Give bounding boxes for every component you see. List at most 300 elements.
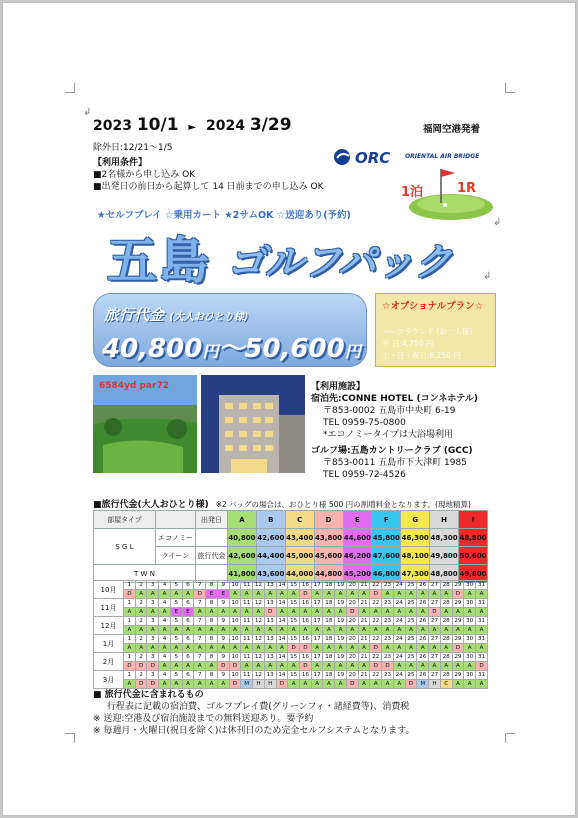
calendar-grade-cell: A xyxy=(417,626,429,635)
calendar-day-number: 12 xyxy=(253,599,265,608)
calendar-grade-cell: A xyxy=(429,590,441,599)
price-cell: 47,300 xyxy=(401,565,430,583)
calendar-day-number: 7 xyxy=(194,599,206,608)
calendar-grade-cell: A xyxy=(476,590,488,599)
calendar-grade-cell: A xyxy=(253,644,265,653)
calendar-day-number: 1 xyxy=(124,653,136,662)
calendar-day-number: 12 xyxy=(253,635,265,644)
calendar-day-number: 22 xyxy=(370,581,382,590)
calendar-grade-cell: A xyxy=(464,626,476,635)
calendar-grade-cell: A xyxy=(346,626,358,635)
optional-line: ハーフラウンド (お一人様) xyxy=(382,327,473,336)
calendar-grade-cell: H xyxy=(253,680,265,689)
calendar-day-number: 21 xyxy=(358,635,370,644)
page xyxy=(2,2,576,816)
calendar-day-number: 13 xyxy=(264,617,276,626)
calendar-month: 12月 xyxy=(94,617,124,635)
calendar-grade-cell: A xyxy=(335,662,347,671)
calendar-day-number: 6 xyxy=(182,599,194,608)
calendar-day-number: 1 xyxy=(124,581,136,590)
calendar-grade-cell: A xyxy=(335,590,347,599)
calendar-grade-cell: A xyxy=(382,608,394,617)
calendar-grade-cell: A xyxy=(264,590,276,599)
calendar-day-number: 27 xyxy=(429,599,441,608)
calendar-day-number: 17 xyxy=(311,653,323,662)
calendar-day-number: 28 xyxy=(440,671,452,680)
calendar-day-number: 28 xyxy=(440,599,452,608)
calendar-month: 11月 xyxy=(94,599,124,617)
calendar-grade-cell: A xyxy=(217,680,229,689)
calendar-grade-cell: A xyxy=(417,662,429,671)
calendar-grade-cell: A xyxy=(358,608,370,617)
calendar-day-number: 25 xyxy=(405,599,417,608)
calendar-day-number: 6 xyxy=(182,581,194,590)
grade-header: G xyxy=(401,511,430,529)
calendar-grade-cell: A xyxy=(124,608,136,617)
calendar-grade-cell: A xyxy=(358,680,370,689)
calendar-grade-cell: A xyxy=(311,680,323,689)
calendar-month: 3月 xyxy=(94,671,124,689)
course-caption: 6584yd par72 xyxy=(99,381,169,391)
calendar-day-row xyxy=(94,617,488,626)
calendar-table xyxy=(93,580,488,689)
calendar-day-number: 11 xyxy=(241,653,253,662)
price-cell: 42,600 xyxy=(256,529,285,547)
calendar-grade-cell: E xyxy=(206,590,218,599)
calendar-grade-cell: A xyxy=(124,626,136,635)
calendar-day-number: 26 xyxy=(417,581,429,590)
price-cell: 42,600 xyxy=(228,547,257,565)
calendar-grade-cell: A xyxy=(276,590,288,599)
calendar-grade-cell: A xyxy=(194,644,206,653)
optional-line: 土・日・祝日:6,250 円 xyxy=(382,351,461,360)
calendar-day-number: 23 xyxy=(382,671,394,680)
calendar-day-number: 25 xyxy=(405,635,417,644)
calendar-grade-cell: A xyxy=(217,608,229,617)
calendar-day-number: 9 xyxy=(217,671,229,680)
calendar-grade-cell: A xyxy=(335,680,347,689)
calendar-day-number: 23 xyxy=(382,581,394,590)
calendar-day-number: 2 xyxy=(135,581,147,590)
calendar-grade-cell: A xyxy=(300,626,312,635)
calendar-day-number: 4 xyxy=(159,617,171,626)
calendar-grade-cell: A xyxy=(241,590,253,599)
calendar-grade-cell: A xyxy=(159,590,171,599)
calendar-day-number: 31 xyxy=(476,581,488,590)
calendar-day-number: 30 xyxy=(464,581,476,590)
title-kanji: 五島 xyxy=(107,232,211,290)
calendar-grade-cell: A xyxy=(417,608,429,617)
calendar-grade-cell: A xyxy=(206,644,218,653)
price-section-note: ※2 バッグの場合は、おひとり様 500 円の割増料金となります。(現地精算) xyxy=(215,500,471,509)
condition-item: ■出発日の前日から起算して 14 日前までの申し込み OK xyxy=(93,182,324,192)
calendar-month: 2月 xyxy=(94,653,124,671)
calendar-day-number: 31 xyxy=(476,653,488,662)
calendar-grade-cell: D xyxy=(300,644,312,653)
calendar-day-number: 24 xyxy=(393,599,405,608)
grade-header: I xyxy=(459,511,488,529)
calendar-grade-cell: D xyxy=(147,680,159,689)
calendar-grade-cell: A xyxy=(170,626,182,635)
grade-header: H xyxy=(430,511,459,529)
price-cell: 46,300 xyxy=(401,529,430,547)
grade-header: D xyxy=(314,511,343,529)
calendar-day-number: 25 xyxy=(405,581,417,590)
calendar-day-number: 19 xyxy=(335,635,347,644)
calendar-day-number: 17 xyxy=(311,671,323,680)
calendar-day-number: 29 xyxy=(452,671,464,680)
calendar-day-number: 11 xyxy=(241,581,253,590)
calendar-day-number: 23 xyxy=(382,599,394,608)
calendar-grade-cell: A xyxy=(170,680,182,689)
calendar-grade-cell: A xyxy=(206,680,218,689)
calendar-grade-cell: A xyxy=(335,608,347,617)
calendar-grade-row xyxy=(94,608,488,617)
price-cell: 49,800 xyxy=(430,547,459,565)
hotel-name: 宿泊先:CONNE HOTEL (コンネホテル) xyxy=(311,394,479,404)
price-cell: 47,600 xyxy=(372,547,401,565)
calendar-grade-cell: A xyxy=(194,680,206,689)
calendar-grade-cell: A xyxy=(440,644,452,653)
calendar-grade-cell: A xyxy=(358,590,370,599)
calendar-grade-cell: A xyxy=(311,644,323,653)
excluded-dates: 除外日:12/21～1/5 xyxy=(93,143,173,153)
yen-unit: 円 xyxy=(344,342,361,361)
calendar-day-number: 25 xyxy=(405,653,417,662)
calendar-day-number: 27 xyxy=(429,671,441,680)
calendar-day-number: 18 xyxy=(323,581,335,590)
room-type: T W N xyxy=(94,565,196,583)
calendar-grade-cell: A xyxy=(358,626,370,635)
calendar-grade-cell: A xyxy=(405,590,417,599)
calendar-grade-cell: A xyxy=(476,626,488,635)
calendar-grade-cell: A xyxy=(393,662,405,671)
calendar-grade-cell: A xyxy=(241,662,253,671)
calendar-grade-cell: A xyxy=(382,644,394,653)
calendar-day-number: 18 xyxy=(323,635,335,644)
grade-header: E xyxy=(343,511,372,529)
calendar-day-number: 17 xyxy=(311,635,323,644)
calendar-grade-cell: A xyxy=(159,608,171,617)
calendar-grade-cell: A xyxy=(135,644,147,653)
price-header-row xyxy=(94,511,488,529)
calendar-grade-cell: A xyxy=(476,644,488,653)
price-label: 旅行代金 xyxy=(104,306,165,324)
calendar-grade-cell: D xyxy=(276,680,288,689)
calendar-grade-cell: A xyxy=(241,626,253,635)
calendar-day-number: 19 xyxy=(335,581,347,590)
price-cell: 46,200 xyxy=(343,547,372,565)
calendar-grade-cell: A xyxy=(323,662,335,671)
yen-unit: 円 xyxy=(202,342,219,361)
price-cell: 44,600 xyxy=(343,529,372,547)
calendar-grade-cell: A xyxy=(464,608,476,617)
calendar-day-number: 17 xyxy=(311,599,323,608)
calendar-grade-cell: A xyxy=(405,608,417,617)
calendar-day-number: 8 xyxy=(206,599,218,608)
calendar-grade-cell: A xyxy=(440,590,452,599)
calendar-day-number: 24 xyxy=(393,581,405,590)
grade-header: C xyxy=(285,511,314,529)
calendar-day-number: 31 xyxy=(476,635,488,644)
price-cell: 45,000 xyxy=(285,547,314,565)
calendar-day-number: 18 xyxy=(323,617,335,626)
price-sub: (大人おひとり様) xyxy=(169,312,249,323)
note-line: ※ 送迎:空港及び宿泊施設までの無料送迎あり。要予約 xyxy=(93,714,314,724)
calendar-day-number: 23 xyxy=(382,635,394,644)
note-line: ※ 毎週月・火曜日(祝日を除く)は休刊日のため完全セルフシステムとなります。 xyxy=(93,726,415,736)
calendar-day-number: 27 xyxy=(429,635,441,644)
calendar-grade-cell: A xyxy=(464,590,476,599)
calendar-day-number: 16 xyxy=(300,599,312,608)
calendar-day-number: 29 xyxy=(452,635,464,644)
calendar-day-number: 6 xyxy=(182,617,194,626)
calendar-grade-cell: A xyxy=(323,644,335,653)
calendar-day-number: 18 xyxy=(323,671,335,680)
calendar-day-number: 1 xyxy=(124,671,136,680)
calendar-grade-cell: D xyxy=(229,680,241,689)
calendar-grade-cell: A xyxy=(147,590,159,599)
calendar-day-number: 20 xyxy=(346,617,358,626)
calendar-day-number: 20 xyxy=(346,599,358,608)
calendar-day-number: 2 xyxy=(135,635,147,644)
calendar-grade-cell: D xyxy=(264,608,276,617)
notes-block xyxy=(93,689,414,737)
calendar-day-number: 29 xyxy=(452,653,464,662)
calendar-grade-cell: A xyxy=(311,590,323,599)
calendar-grade-cell: A xyxy=(264,644,276,653)
logo-text: ORC xyxy=(355,149,391,167)
calendar-grade-cell: A xyxy=(182,626,194,635)
grade-header: B xyxy=(256,511,285,529)
calendar-grade-cell: H xyxy=(264,680,276,689)
calendar-day-number: 14 xyxy=(276,599,288,608)
calendar-day-number: 10 xyxy=(229,617,241,626)
calendar-day-number: 27 xyxy=(429,581,441,590)
calendar-grade-cell: A xyxy=(194,626,206,635)
calendar-day-number: 19 xyxy=(335,617,347,626)
condition-item: ■2名様から申し込み OK xyxy=(93,170,196,180)
calendar-grade-row xyxy=(94,626,488,635)
calendar-grade-cell: A xyxy=(464,662,476,671)
price-cell: 50,600 xyxy=(459,547,488,565)
calendar-day-number: 8 xyxy=(206,653,218,662)
hotel-note: *エコノミータイプは大浴場利用 xyxy=(323,430,454,440)
calendar-month: 10月 xyxy=(94,581,124,599)
price-cell: 48,800 xyxy=(459,529,488,547)
calendar-grade-cell: A xyxy=(452,626,464,635)
calendar-day-number: 12 xyxy=(253,617,265,626)
calendar-grade-cell: A xyxy=(229,626,241,635)
calendar-day-number: 28 xyxy=(440,581,452,590)
calendar-day-number: 6 xyxy=(182,671,194,680)
calendar-grade-cell: A xyxy=(370,626,382,635)
calendar-grade-cell: A xyxy=(382,680,394,689)
optional-line: 平 日:4,750 円 xyxy=(382,339,434,348)
price-max: 50,600 xyxy=(244,334,345,364)
calendar-grade-cell: D xyxy=(370,662,382,671)
calendar-grade-cell: A xyxy=(452,608,464,617)
calendar-day-number: 3 xyxy=(147,671,159,680)
price-label-line xyxy=(104,304,248,325)
calendar-day-number: 15 xyxy=(288,599,300,608)
calendar-day-number: 16 xyxy=(300,581,312,590)
calendar-grade-cell: A xyxy=(370,680,382,689)
calendar-grade-cell: A xyxy=(370,608,382,617)
calendar-day-number: 22 xyxy=(370,635,382,644)
calendar-grade-cell: A xyxy=(229,644,241,653)
calendar-day-number: 31 xyxy=(476,599,488,608)
calendar-grade-cell: A xyxy=(135,626,147,635)
calendar-day-number: 23 xyxy=(382,653,394,662)
calendar-day-number: 13 xyxy=(264,635,276,644)
calendar-day-number: 19 xyxy=(335,599,347,608)
price-cell: 44,800 xyxy=(314,565,343,583)
calendar-day-number: 30 xyxy=(464,653,476,662)
calendar-grade-cell: A xyxy=(253,608,265,617)
calendar-grade-cell: D xyxy=(370,590,382,599)
calendar-day-number: 5 xyxy=(170,635,182,644)
calendar-day-number: 10 xyxy=(229,653,241,662)
price-table xyxy=(93,510,488,583)
calendar-day-number: 14 xyxy=(276,617,288,626)
calendar-grade-cell: A xyxy=(135,608,147,617)
calendar-day-number: 17 xyxy=(311,617,323,626)
calendar-day-number: 16 xyxy=(300,671,312,680)
calendar-grade-cell: D xyxy=(288,644,300,653)
calendar-grade-cell: A xyxy=(382,626,394,635)
calendar-day-number: 24 xyxy=(393,671,405,680)
calendar-day-number: 7 xyxy=(194,671,206,680)
price-cell: 45,200 xyxy=(343,565,372,583)
calendar-day-number: 6 xyxy=(182,653,194,662)
calendar-grade-cell: A xyxy=(229,590,241,599)
calendar-grade-cell: D xyxy=(346,608,358,617)
calendar-month: 1月 xyxy=(94,635,124,653)
calendar-day-number: 5 xyxy=(170,617,182,626)
calendar-day-number: 13 xyxy=(264,599,276,608)
calendar-day-number: 12 xyxy=(253,671,265,680)
calendar-day-number: 4 xyxy=(159,671,171,680)
calendar-day-number: 31 xyxy=(476,671,488,680)
paragraph-mark-icon: ↲ xyxy=(83,107,92,118)
calendar-grade-cell: A xyxy=(311,662,323,671)
price-cell: 45,800 xyxy=(372,529,401,547)
calendar-day-number: 23 xyxy=(382,617,394,626)
calendar-grade-cell: A xyxy=(182,590,194,599)
arrow-icon: ► xyxy=(188,122,197,133)
calendar-day-number: 13 xyxy=(264,671,276,680)
calendar-grade-cell: A xyxy=(170,662,182,671)
calendar-grade-cell: A xyxy=(300,680,312,689)
calendar-grade-cell: D xyxy=(194,590,206,599)
calendar-day-number: 22 xyxy=(370,617,382,626)
hotel-photo xyxy=(201,375,305,473)
conditions-title: 【利用条件】 xyxy=(93,158,148,168)
price-cell: 45,600 xyxy=(314,547,343,565)
calendar-grade-cell: A xyxy=(217,644,229,653)
calendar-day-row xyxy=(94,599,488,608)
calendar-day-number: 7 xyxy=(194,617,206,626)
calendar-day-number: 16 xyxy=(300,635,312,644)
room-subtype: クイーン xyxy=(156,547,196,565)
calendar-day-number: 4 xyxy=(159,635,171,644)
calendar-day-number: 2 xyxy=(135,653,147,662)
calendar-grade-cell: A xyxy=(440,608,452,617)
calendar-day-number: 29 xyxy=(452,599,464,608)
calendar-day-number: 10 xyxy=(229,635,241,644)
calendar-grade-cell: A xyxy=(323,626,335,635)
calendar-grade-cell: A xyxy=(229,608,241,617)
calendar-day-number: 26 xyxy=(417,635,429,644)
optional-title: ☆オプショナルプラン☆ xyxy=(382,301,484,312)
calendar-day-number: 14 xyxy=(276,635,288,644)
room-subtype: エコノミー xyxy=(156,529,196,547)
calendar-day-number: 20 xyxy=(346,635,358,644)
price-cell: 43,600 xyxy=(256,565,285,583)
calendar-grade-cell: A xyxy=(206,662,218,671)
calendar-grade-cell: A xyxy=(393,626,405,635)
calendar-grade-cell: A xyxy=(452,680,464,689)
calendar-day-number: 13 xyxy=(264,581,276,590)
calendar-grade-cell: D xyxy=(147,662,159,671)
price-box xyxy=(93,293,367,367)
calendar-day-number: 20 xyxy=(346,671,358,680)
round-badge: 1R xyxy=(457,181,477,196)
facilities-title: 【利用施設】 xyxy=(311,382,366,392)
calendar-grade-cell: A xyxy=(288,626,300,635)
calendar-grade-cell: A xyxy=(253,590,265,599)
calendar-grade-cell: A xyxy=(182,680,194,689)
calendar-grade-cell: E xyxy=(170,608,182,617)
calendar-grade-cell: D xyxy=(229,662,241,671)
calendar-grade-row xyxy=(94,680,488,689)
calendar-day-number: 9 xyxy=(217,635,229,644)
calendar-day-row xyxy=(94,671,488,680)
calendar-grade-cell: A xyxy=(159,680,171,689)
calendar-day-number: 9 xyxy=(217,653,229,662)
calendar-day-number: 8 xyxy=(206,671,218,680)
calendar-day-number: 14 xyxy=(276,671,288,680)
calendar-day-number: 24 xyxy=(393,617,405,626)
range-tilde: ～ xyxy=(218,334,245,364)
calendar-day-number: 21 xyxy=(358,599,370,608)
price-cell: 44,400 xyxy=(256,547,285,565)
calendar-day-row xyxy=(94,653,488,662)
price-section-header xyxy=(93,497,471,510)
calendar-day-number: 7 xyxy=(194,635,206,644)
hotel-tel: TEL 0959-75-0800 xyxy=(323,418,406,428)
calendar-day-number: 21 xyxy=(358,617,370,626)
calendar-day-number: 14 xyxy=(276,581,288,590)
calendar-grade-cell: A xyxy=(194,608,206,617)
calendar-grade-cell: A xyxy=(288,608,300,617)
calendar-grade-cell: M xyxy=(417,680,429,689)
night-badge: 1泊 xyxy=(401,185,424,200)
calendar-day-number: 11 xyxy=(241,635,253,644)
calendar-day-number: 16 xyxy=(300,617,312,626)
crop-mark xyxy=(505,83,515,93)
calendar-grade-cell: A xyxy=(147,644,159,653)
calendar-grade-cell: A xyxy=(288,662,300,671)
calendar-day-number: 27 xyxy=(429,617,441,626)
calendar-grade-cell: D xyxy=(452,590,464,599)
calendar-day-number: 25 xyxy=(405,617,417,626)
calendar-grade-cell: A xyxy=(241,608,253,617)
calendar-grade-row xyxy=(94,644,488,653)
calendar-day-number: 27 xyxy=(429,653,441,662)
calendar-day-row xyxy=(94,635,488,644)
